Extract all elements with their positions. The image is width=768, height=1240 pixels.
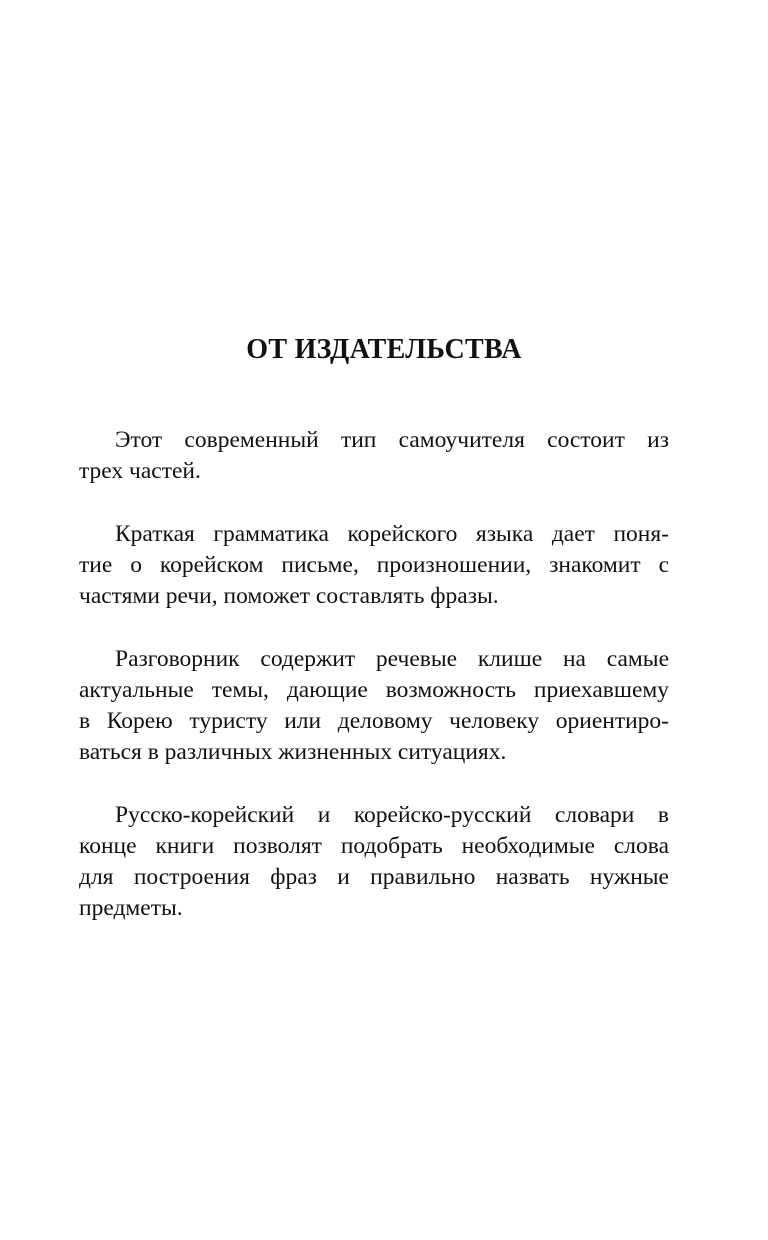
page-title: ОТ ИЗДАТЕЛЬСТВА xyxy=(246,334,522,365)
paragraph-line: для построения фраз и правильно назвать нужные xyxy=(79,864,669,890)
paragraph-line: конце книги позволят подобрать необходимые слова xyxy=(79,833,669,859)
paragraph-line: Краткая грамматика корейского языка дает поня- xyxy=(115,521,669,547)
paragraph-line: ваться в различных жизненных ситуациях. xyxy=(79,739,507,765)
paragraph-line: Русско-корейский и корейско-русский словари в xyxy=(115,802,669,828)
paragraph-line: трех частей. xyxy=(79,458,201,484)
paragraph-line: актуальные темы, дающие возможность приехавшему xyxy=(79,677,669,703)
paragraph-line: частями речи, поможет составлять фразы. xyxy=(79,583,499,609)
paragraph-4 xyxy=(79,800,669,924)
paragraph-line: в Корею туристу или деловому человеку ориентиро- xyxy=(79,708,669,734)
paragraph-2 xyxy=(79,519,669,612)
paragraph-line: предметы. xyxy=(79,895,183,921)
paragraph-line: тие о корейском письме, произношении, знакомит с xyxy=(79,552,669,578)
paragraph-1 xyxy=(79,425,669,487)
paragraph-line: Этот современный тип самоучителя состоит из xyxy=(115,427,669,453)
paragraph-3 xyxy=(79,644,669,768)
body-text xyxy=(79,425,669,956)
paragraph-line: Разговорник содержит речевые клише на самые xyxy=(115,646,669,672)
